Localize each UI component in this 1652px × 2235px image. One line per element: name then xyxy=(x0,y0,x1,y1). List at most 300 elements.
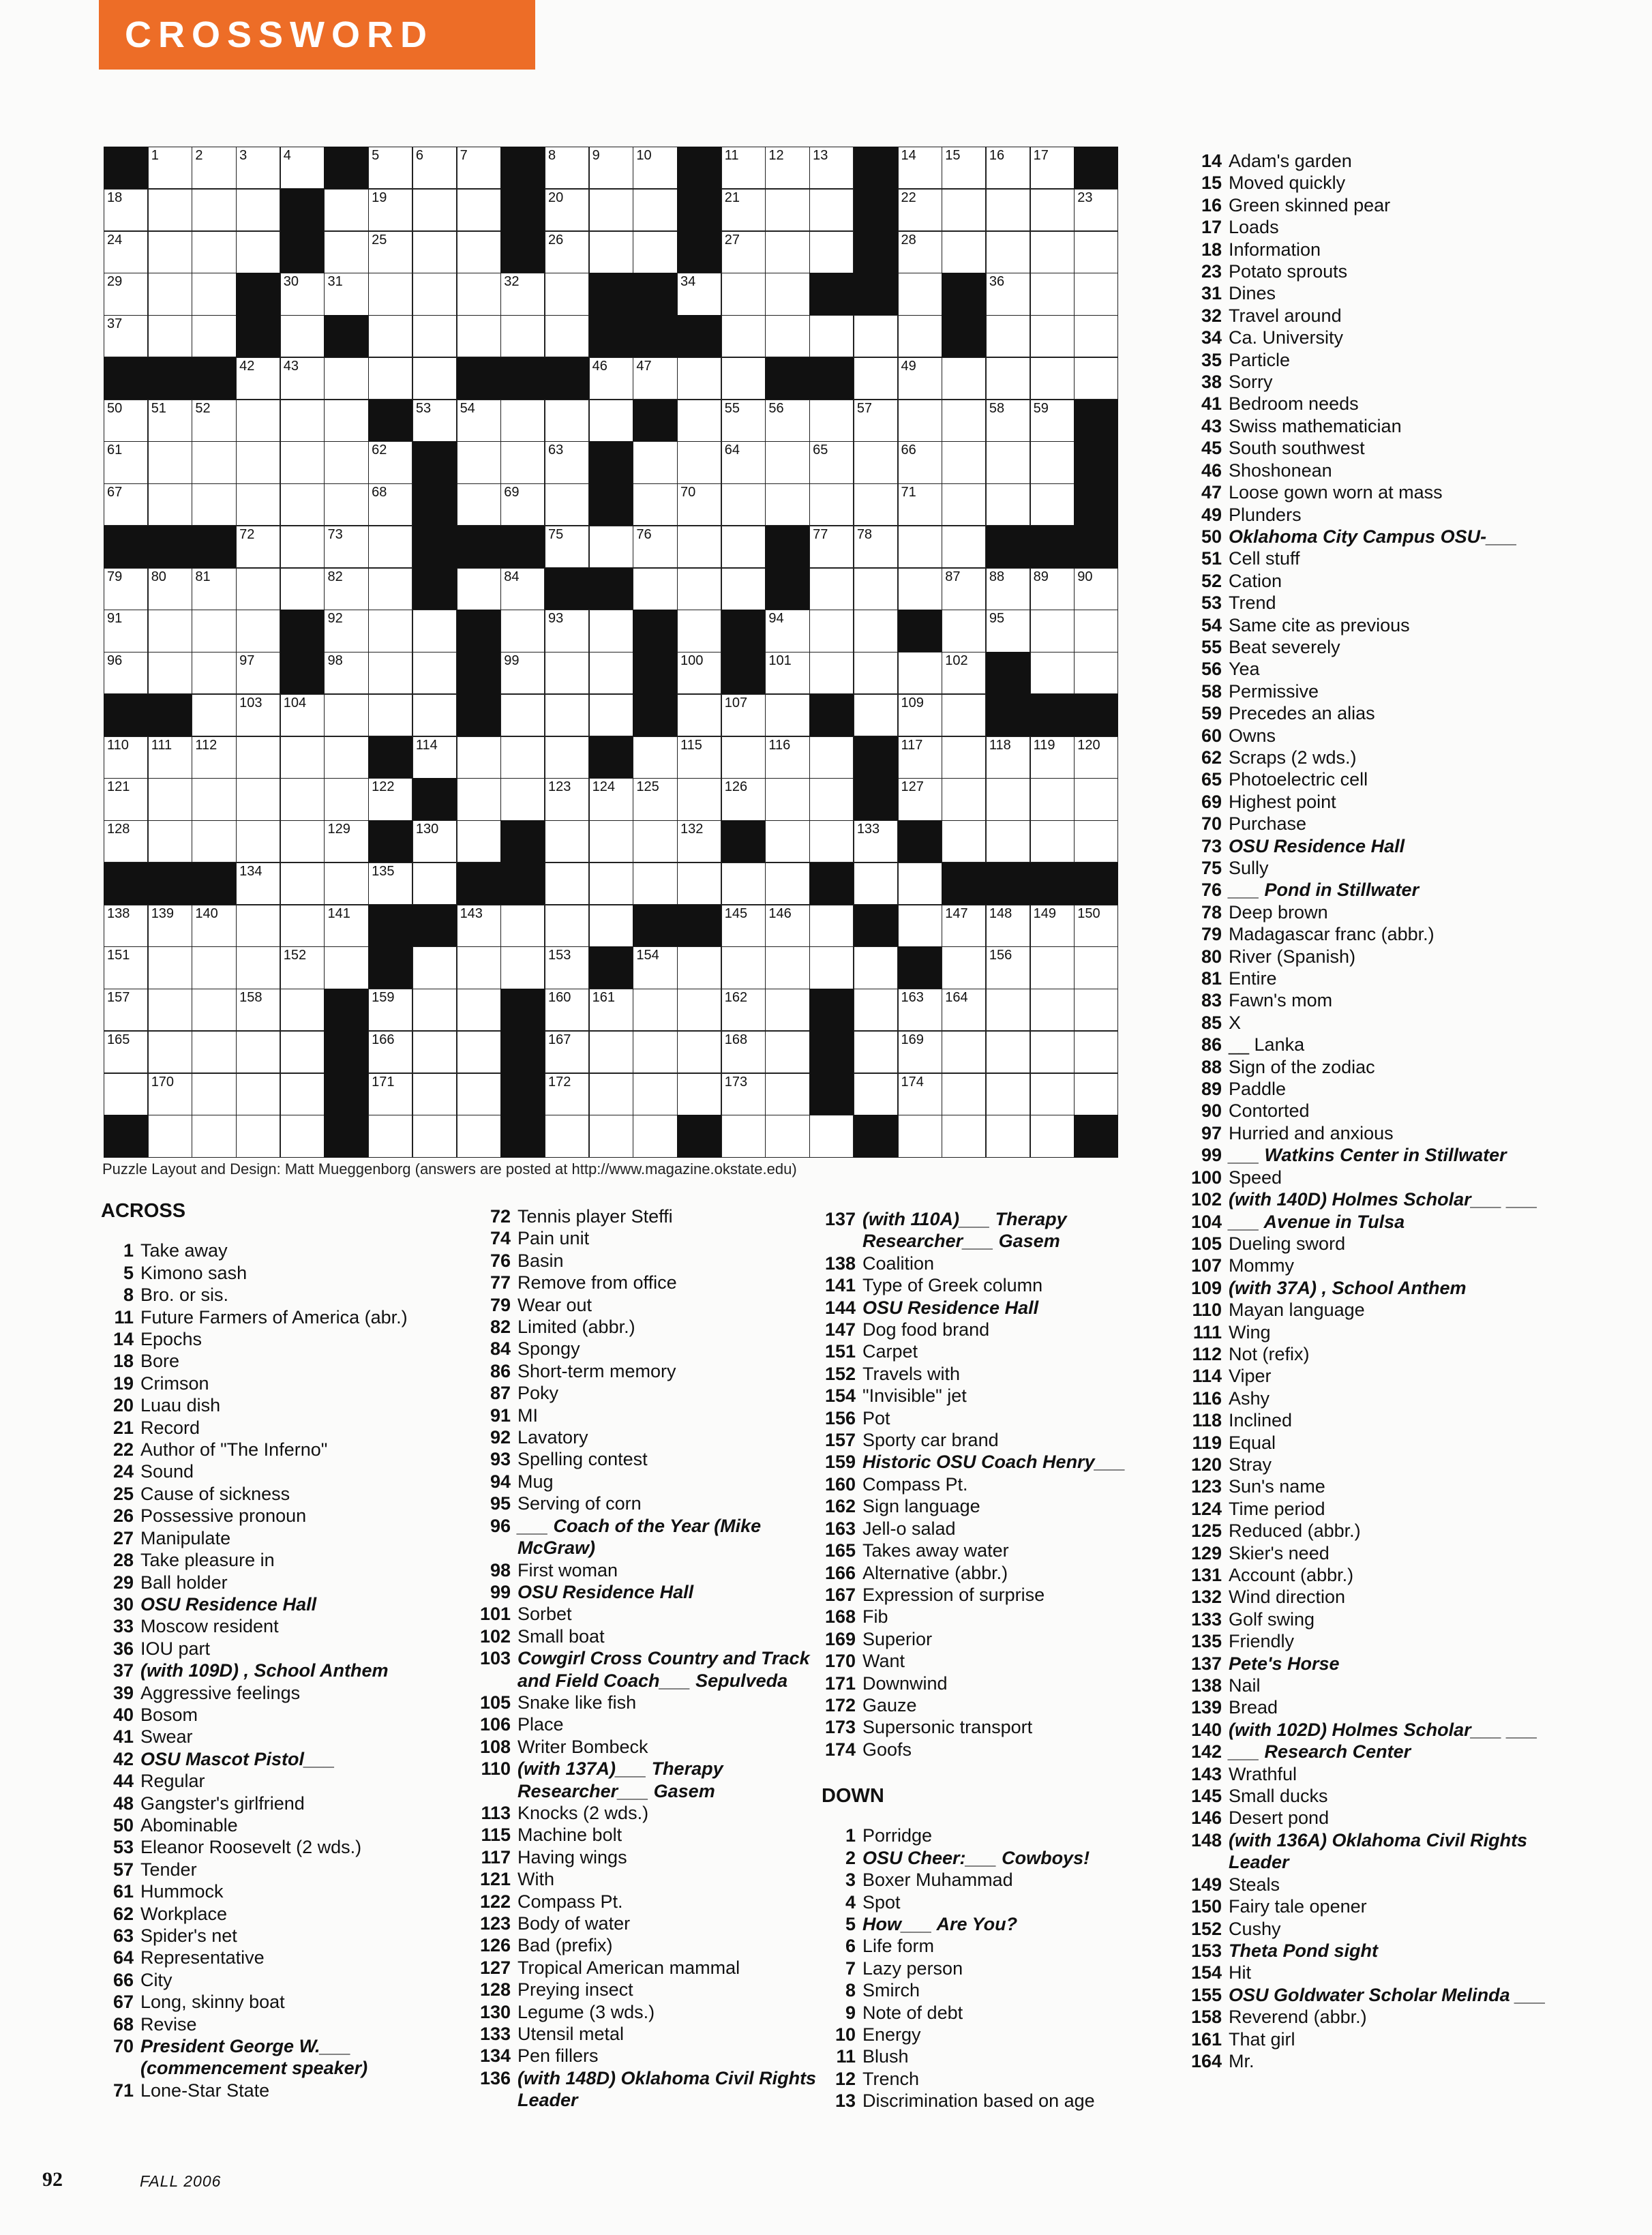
grid-cell[interactable] xyxy=(457,736,501,779)
grid-cell[interactable] xyxy=(942,1073,986,1115)
grid-cell[interactable] xyxy=(500,400,545,442)
grid-cell[interactable] xyxy=(809,441,854,483)
grid-cell[interactable] xyxy=(1030,652,1075,694)
grid-cell[interactable] xyxy=(1074,652,1118,694)
grid-cell[interactable] xyxy=(545,147,589,189)
grid-cell[interactable] xyxy=(677,946,721,989)
grid-cell[interactable] xyxy=(677,694,721,736)
grid-cell[interactable] xyxy=(942,1115,986,1157)
grid-cell[interactable] xyxy=(412,820,457,862)
grid-cell[interactable] xyxy=(765,483,809,526)
grid-cell[interactable] xyxy=(545,862,589,905)
grid-cell[interactable] xyxy=(457,400,501,442)
grid-cell[interactable] xyxy=(809,946,854,989)
grid-cell[interactable] xyxy=(765,441,809,483)
grid-cell[interactable] xyxy=(633,989,677,1031)
grid-cell[interactable] xyxy=(589,610,633,652)
grid-cell[interactable] xyxy=(148,189,192,231)
grid-cell[interactable] xyxy=(500,905,545,947)
grid-cell[interactable] xyxy=(148,989,192,1031)
grid-cell[interactable] xyxy=(589,820,633,862)
grid-cell[interactable] xyxy=(898,862,942,905)
grid-cell[interactable] xyxy=(765,147,809,189)
grid-cell[interactable] xyxy=(942,652,986,694)
grid-cell[interactable] xyxy=(368,1073,412,1115)
grid-cell[interactable] xyxy=(1030,989,1075,1031)
grid-cell[interactable] xyxy=(721,862,766,905)
grid-cell[interactable] xyxy=(1074,610,1118,652)
grid-cell[interactable] xyxy=(589,652,633,694)
grid-cell[interactable] xyxy=(589,189,633,231)
grid-cell[interactable] xyxy=(104,273,148,315)
grid-cell[interactable] xyxy=(1030,610,1075,652)
grid-cell[interactable] xyxy=(148,273,192,315)
grid-cell[interactable] xyxy=(192,231,236,273)
grid-cell[interactable] xyxy=(633,946,677,989)
grid-cell[interactable] xyxy=(1030,483,1075,526)
grid-cell[interactable] xyxy=(854,610,898,652)
grid-cell[interactable] xyxy=(986,357,1030,400)
grid-cell[interactable] xyxy=(986,147,1030,189)
grid-cell[interactable] xyxy=(898,441,942,483)
grid-cell[interactable] xyxy=(192,694,236,736)
grid-cell[interactable] xyxy=(368,778,412,820)
grid-cell[interactable] xyxy=(280,946,325,989)
grid-cell[interactable] xyxy=(898,778,942,820)
grid-cell[interactable] xyxy=(1030,273,1075,315)
grid-cell[interactable] xyxy=(192,273,236,315)
grid-cell[interactable] xyxy=(457,568,501,610)
grid-cell[interactable] xyxy=(412,862,457,905)
grid-cell[interactable] xyxy=(854,568,898,610)
grid-cell[interactable] xyxy=(280,273,325,315)
grid-cell[interactable] xyxy=(765,1073,809,1115)
grid-cell[interactable] xyxy=(368,652,412,694)
grid-cell[interactable] xyxy=(368,862,412,905)
grid-cell[interactable] xyxy=(368,1031,412,1073)
grid-cell[interactable] xyxy=(545,1115,589,1157)
grid-cell[interactable] xyxy=(545,315,589,357)
grid-cell[interactable] xyxy=(148,147,192,189)
grid-cell[interactable] xyxy=(412,357,457,400)
grid-cell[interactable] xyxy=(368,694,412,736)
grid-cell[interactable] xyxy=(280,862,325,905)
grid-cell[interactable] xyxy=(986,610,1030,652)
grid-cell[interactable] xyxy=(721,315,766,357)
grid-cell[interactable] xyxy=(809,652,854,694)
grid-cell[interactable] xyxy=(809,778,854,820)
grid-cell[interactable] xyxy=(280,1073,325,1115)
grid-cell[interactable] xyxy=(721,147,766,189)
grid-cell[interactable] xyxy=(545,989,589,1031)
grid-cell[interactable] xyxy=(500,483,545,526)
grid-cell[interactable] xyxy=(589,862,633,905)
grid-cell[interactable] xyxy=(589,526,633,568)
grid-cell[interactable] xyxy=(545,610,589,652)
grid-cell[interactable] xyxy=(1030,1115,1075,1157)
grid-cell[interactable] xyxy=(589,357,633,400)
grid-cell[interactable] xyxy=(942,568,986,610)
grid-cell[interactable] xyxy=(986,736,1030,779)
grid-cell[interactable] xyxy=(809,189,854,231)
grid-cell[interactable] xyxy=(412,652,457,694)
grid-cell[interactable] xyxy=(324,357,368,400)
grid-cell[interactable] xyxy=(986,400,1030,442)
grid-cell[interactable] xyxy=(192,905,236,947)
grid-cell[interactable] xyxy=(942,231,986,273)
grid-cell[interactable] xyxy=(324,694,368,736)
grid-cell[interactable] xyxy=(236,694,280,736)
grid-cell[interactable] xyxy=(192,315,236,357)
grid-cell[interactable] xyxy=(412,273,457,315)
grid-cell[interactable] xyxy=(1030,315,1075,357)
grid-cell[interactable] xyxy=(104,736,148,779)
grid-cell[interactable] xyxy=(677,989,721,1031)
grid-cell[interactable] xyxy=(589,1031,633,1073)
grid-cell[interactable] xyxy=(280,820,325,862)
grid-cell[interactable] xyxy=(368,231,412,273)
grid-cell[interactable] xyxy=(148,778,192,820)
grid-cell[interactable] xyxy=(324,862,368,905)
grid-cell[interactable] xyxy=(500,610,545,652)
grid-cell[interactable] xyxy=(986,483,1030,526)
grid-cell[interactable] xyxy=(854,483,898,526)
grid-cell[interactable] xyxy=(677,483,721,526)
grid-cell[interactable] xyxy=(633,1031,677,1073)
grid-cell[interactable] xyxy=(236,989,280,1031)
grid-cell[interactable] xyxy=(1074,1073,1118,1115)
grid-cell[interactable] xyxy=(898,400,942,442)
grid-cell[interactable] xyxy=(765,231,809,273)
grid-cell[interactable] xyxy=(368,989,412,1031)
grid-cell[interactable] xyxy=(809,820,854,862)
grid-cell[interactable] xyxy=(412,1115,457,1157)
grid-cell[interactable] xyxy=(986,989,1030,1031)
grid-cell[interactable] xyxy=(324,652,368,694)
grid-cell[interactable] xyxy=(104,610,148,652)
grid-cell[interactable] xyxy=(236,357,280,400)
grid-cell[interactable] xyxy=(1030,905,1075,947)
grid-cell[interactable] xyxy=(898,189,942,231)
grid-cell[interactable] xyxy=(368,441,412,483)
grid-cell[interactable] xyxy=(721,441,766,483)
grid-cell[interactable] xyxy=(545,1031,589,1073)
grid-cell[interactable] xyxy=(545,905,589,947)
grid-cell[interactable] xyxy=(898,1073,942,1115)
grid-cell[interactable] xyxy=(148,736,192,779)
grid-cell[interactable] xyxy=(236,1073,280,1115)
grid-cell[interactable] xyxy=(589,905,633,947)
grid-cell[interactable] xyxy=(148,905,192,947)
grid-cell[interactable] xyxy=(809,1115,854,1157)
grid-cell[interactable] xyxy=(942,820,986,862)
grid-cell[interactable] xyxy=(942,778,986,820)
grid-cell[interactable] xyxy=(721,1073,766,1115)
grid-cell[interactable] xyxy=(457,315,501,357)
grid-cell[interactable] xyxy=(457,1073,501,1115)
grid-cell[interactable] xyxy=(809,610,854,652)
grid-cell[interactable] xyxy=(148,1073,192,1115)
grid-cell[interactable] xyxy=(721,189,766,231)
grid-cell[interactable] xyxy=(986,1073,1030,1115)
grid-cell[interactable] xyxy=(677,568,721,610)
grid-cell[interactable] xyxy=(500,315,545,357)
grid-cell[interactable] xyxy=(1074,189,1118,231)
grid-cell[interactable] xyxy=(677,1073,721,1115)
grid-cell[interactable] xyxy=(545,778,589,820)
grid-cell[interactable] xyxy=(457,820,501,862)
grid-cell[interactable] xyxy=(457,778,501,820)
grid-cell[interactable] xyxy=(1074,946,1118,989)
grid-cell[interactable] xyxy=(942,946,986,989)
grid-cell[interactable] xyxy=(457,946,501,989)
grid-cell[interactable] xyxy=(236,526,280,568)
grid-cell[interactable] xyxy=(192,778,236,820)
grid-cell[interactable] xyxy=(1074,1031,1118,1073)
grid-cell[interactable] xyxy=(104,652,148,694)
grid-cell[interactable] xyxy=(236,231,280,273)
grid-cell[interactable] xyxy=(765,315,809,357)
grid-cell[interactable] xyxy=(942,189,986,231)
grid-cell[interactable] xyxy=(1030,820,1075,862)
grid-cell[interactable] xyxy=(236,441,280,483)
grid-cell[interactable] xyxy=(765,820,809,862)
grid-cell[interactable] xyxy=(192,483,236,526)
grid-cell[interactable] xyxy=(412,946,457,989)
grid-cell[interactable] xyxy=(898,231,942,273)
grid-cell[interactable] xyxy=(457,905,501,947)
grid-cell[interactable] xyxy=(721,400,766,442)
grid-cell[interactable] xyxy=(236,189,280,231)
grid-cell[interactable] xyxy=(986,946,1030,989)
grid-cell[interactable] xyxy=(457,989,501,1031)
grid-cell[interactable] xyxy=(765,946,809,989)
grid-cell[interactable] xyxy=(545,736,589,779)
grid-cell[interactable] xyxy=(809,483,854,526)
grid-cell[interactable] xyxy=(457,189,501,231)
grid-cell[interactable] xyxy=(854,357,898,400)
grid-cell[interactable] xyxy=(412,189,457,231)
grid-cell[interactable] xyxy=(500,568,545,610)
grid-cell[interactable] xyxy=(633,483,677,526)
grid-cell[interactable] xyxy=(1030,1073,1075,1115)
grid-cell[interactable] xyxy=(1030,736,1075,779)
grid-cell[interactable] xyxy=(765,862,809,905)
grid-cell[interactable] xyxy=(589,1115,633,1157)
grid-cell[interactable] xyxy=(148,483,192,526)
grid-cell[interactable] xyxy=(765,400,809,442)
grid-cell[interactable] xyxy=(412,315,457,357)
grid-cell[interactable] xyxy=(324,273,368,315)
grid-cell[interactable] xyxy=(1074,357,1118,400)
grid-cell[interactable] xyxy=(633,147,677,189)
grid-cell[interactable] xyxy=(148,315,192,357)
grid-cell[interactable] xyxy=(104,946,148,989)
grid-cell[interactable] xyxy=(677,357,721,400)
grid-cell[interactable] xyxy=(633,778,677,820)
grid-cell[interactable] xyxy=(854,400,898,442)
grid-cell[interactable] xyxy=(545,231,589,273)
grid-cell[interactable] xyxy=(809,526,854,568)
grid-cell[interactable] xyxy=(1074,315,1118,357)
grid-cell[interactable] xyxy=(148,441,192,483)
grid-cell[interactable] xyxy=(854,989,898,1031)
grid-cell[interactable] xyxy=(854,526,898,568)
grid-cell[interactable] xyxy=(104,820,148,862)
grid-cell[interactable] xyxy=(589,989,633,1031)
grid-cell[interactable] xyxy=(500,778,545,820)
grid-cell[interactable] xyxy=(280,147,325,189)
grid-cell[interactable] xyxy=(721,946,766,989)
grid-cell[interactable] xyxy=(148,652,192,694)
grid-cell[interactable] xyxy=(898,273,942,315)
grid-cell[interactable] xyxy=(545,694,589,736)
grid-cell[interactable] xyxy=(898,568,942,610)
grid-cell[interactable] xyxy=(500,652,545,694)
grid-cell[interactable] xyxy=(986,441,1030,483)
grid-cell[interactable] xyxy=(721,483,766,526)
grid-cell[interactable] xyxy=(1030,400,1075,442)
grid-cell[interactable] xyxy=(1030,147,1075,189)
grid-cell[interactable] xyxy=(368,610,412,652)
grid-cell[interactable] xyxy=(1074,778,1118,820)
grid-cell[interactable] xyxy=(765,610,809,652)
grid-cell[interactable] xyxy=(633,357,677,400)
grid-cell[interactable] xyxy=(854,1031,898,1073)
grid-cell[interactable] xyxy=(589,231,633,273)
grid-cell[interactable] xyxy=(721,905,766,947)
grid-cell[interactable] xyxy=(104,905,148,947)
grid-cell[interactable] xyxy=(324,736,368,779)
grid-cell[interactable] xyxy=(104,189,148,231)
grid-cell[interactable] xyxy=(942,1031,986,1073)
grid-cell[interactable] xyxy=(633,736,677,779)
grid-cell[interactable] xyxy=(104,989,148,1031)
grid-cell[interactable] xyxy=(854,1073,898,1115)
grid-cell[interactable] xyxy=(280,1115,325,1157)
grid-cell[interactable] xyxy=(809,400,854,442)
grid-cell[interactable] xyxy=(545,526,589,568)
grid-cell[interactable] xyxy=(545,189,589,231)
grid-cell[interactable] xyxy=(324,189,368,231)
grid-cell[interactable] xyxy=(324,526,368,568)
grid-cell[interactable] xyxy=(280,905,325,947)
grid-cell[interactable] xyxy=(148,820,192,862)
grid-cell[interactable] xyxy=(368,568,412,610)
grid-cell[interactable] xyxy=(1074,568,1118,610)
grid-cell[interactable] xyxy=(236,905,280,947)
grid-cell[interactable] xyxy=(721,778,766,820)
grid-cell[interactable] xyxy=(192,736,236,779)
grid-cell[interactable] xyxy=(809,231,854,273)
grid-cell[interactable] xyxy=(677,1031,721,1073)
grid-cell[interactable] xyxy=(633,189,677,231)
grid-cell[interactable] xyxy=(898,736,942,779)
grid-cell[interactable] xyxy=(986,1031,1030,1073)
grid-cell[interactable] xyxy=(721,989,766,1031)
grid-cell[interactable] xyxy=(1030,568,1075,610)
grid-cell[interactable] xyxy=(1030,946,1075,989)
grid-cell[interactable] xyxy=(633,526,677,568)
grid-cell[interactable] xyxy=(986,778,1030,820)
grid-cell[interactable] xyxy=(324,441,368,483)
grid-cell[interactable] xyxy=(589,778,633,820)
grid-cell[interactable] xyxy=(192,147,236,189)
grid-cell[interactable] xyxy=(236,400,280,442)
grid-cell[interactable] xyxy=(192,189,236,231)
grid-cell[interactable] xyxy=(677,778,721,820)
grid-cell[interactable] xyxy=(942,905,986,947)
grid-cell[interactable] xyxy=(721,736,766,779)
grid-cell[interactable] xyxy=(280,441,325,483)
grid-cell[interactable] xyxy=(986,231,1030,273)
grid-cell[interactable] xyxy=(104,568,148,610)
grid-cell[interactable] xyxy=(986,1115,1030,1157)
grid-cell[interactable] xyxy=(280,1031,325,1073)
grid-cell[interactable] xyxy=(633,568,677,610)
grid-cell[interactable] xyxy=(412,1073,457,1115)
grid-cell[interactable] xyxy=(1074,736,1118,779)
grid-cell[interactable] xyxy=(104,400,148,442)
grid-cell[interactable] xyxy=(192,652,236,694)
grid-cell[interactable] xyxy=(412,147,457,189)
grid-cell[interactable] xyxy=(368,483,412,526)
grid-cell[interactable] xyxy=(236,862,280,905)
grid-cell[interactable] xyxy=(986,315,1030,357)
grid-cell[interactable] xyxy=(412,694,457,736)
grid-cell[interactable] xyxy=(721,1115,766,1157)
grid-cell[interactable] xyxy=(765,189,809,231)
grid-cell[interactable] xyxy=(500,441,545,483)
grid-cell[interactable] xyxy=(104,778,148,820)
grid-cell[interactable] xyxy=(677,441,721,483)
grid-cell[interactable] xyxy=(854,862,898,905)
grid-cell[interactable] xyxy=(368,315,412,357)
grid-cell[interactable] xyxy=(236,1031,280,1073)
grid-cell[interactable] xyxy=(854,315,898,357)
grid-cell[interactable] xyxy=(457,483,501,526)
grid-cell[interactable] xyxy=(1074,231,1118,273)
grid-cell[interactable] xyxy=(280,568,325,610)
grid-cell[interactable] xyxy=(545,1073,589,1115)
grid-cell[interactable] xyxy=(280,694,325,736)
grid-cell[interactable] xyxy=(545,400,589,442)
grid-cell[interactable] xyxy=(148,400,192,442)
grid-cell[interactable] xyxy=(457,441,501,483)
grid-cell[interactable] xyxy=(765,778,809,820)
grid-cell[interactable] xyxy=(898,1115,942,1157)
grid-cell[interactable] xyxy=(368,147,412,189)
grid-cell[interactable] xyxy=(192,1073,236,1115)
grid-cell[interactable] xyxy=(677,610,721,652)
grid-cell[interactable] xyxy=(1030,357,1075,400)
grid-cell[interactable] xyxy=(148,946,192,989)
grid-cell[interactable] xyxy=(280,400,325,442)
grid-cell[interactable] xyxy=(236,652,280,694)
grid-cell[interactable] xyxy=(545,273,589,315)
grid-cell[interactable] xyxy=(721,273,766,315)
grid-cell[interactable] xyxy=(898,652,942,694)
grid-cell[interactable] xyxy=(104,483,148,526)
grid-cell[interactable] xyxy=(236,610,280,652)
grid-cell[interactable] xyxy=(368,189,412,231)
grid-cell[interactable] xyxy=(324,400,368,442)
grid-cell[interactable] xyxy=(765,736,809,779)
grid-cell[interactable] xyxy=(677,526,721,568)
grid-cell[interactable] xyxy=(280,526,325,568)
grid-cell[interactable] xyxy=(633,1115,677,1157)
grid-cell[interactable] xyxy=(942,736,986,779)
